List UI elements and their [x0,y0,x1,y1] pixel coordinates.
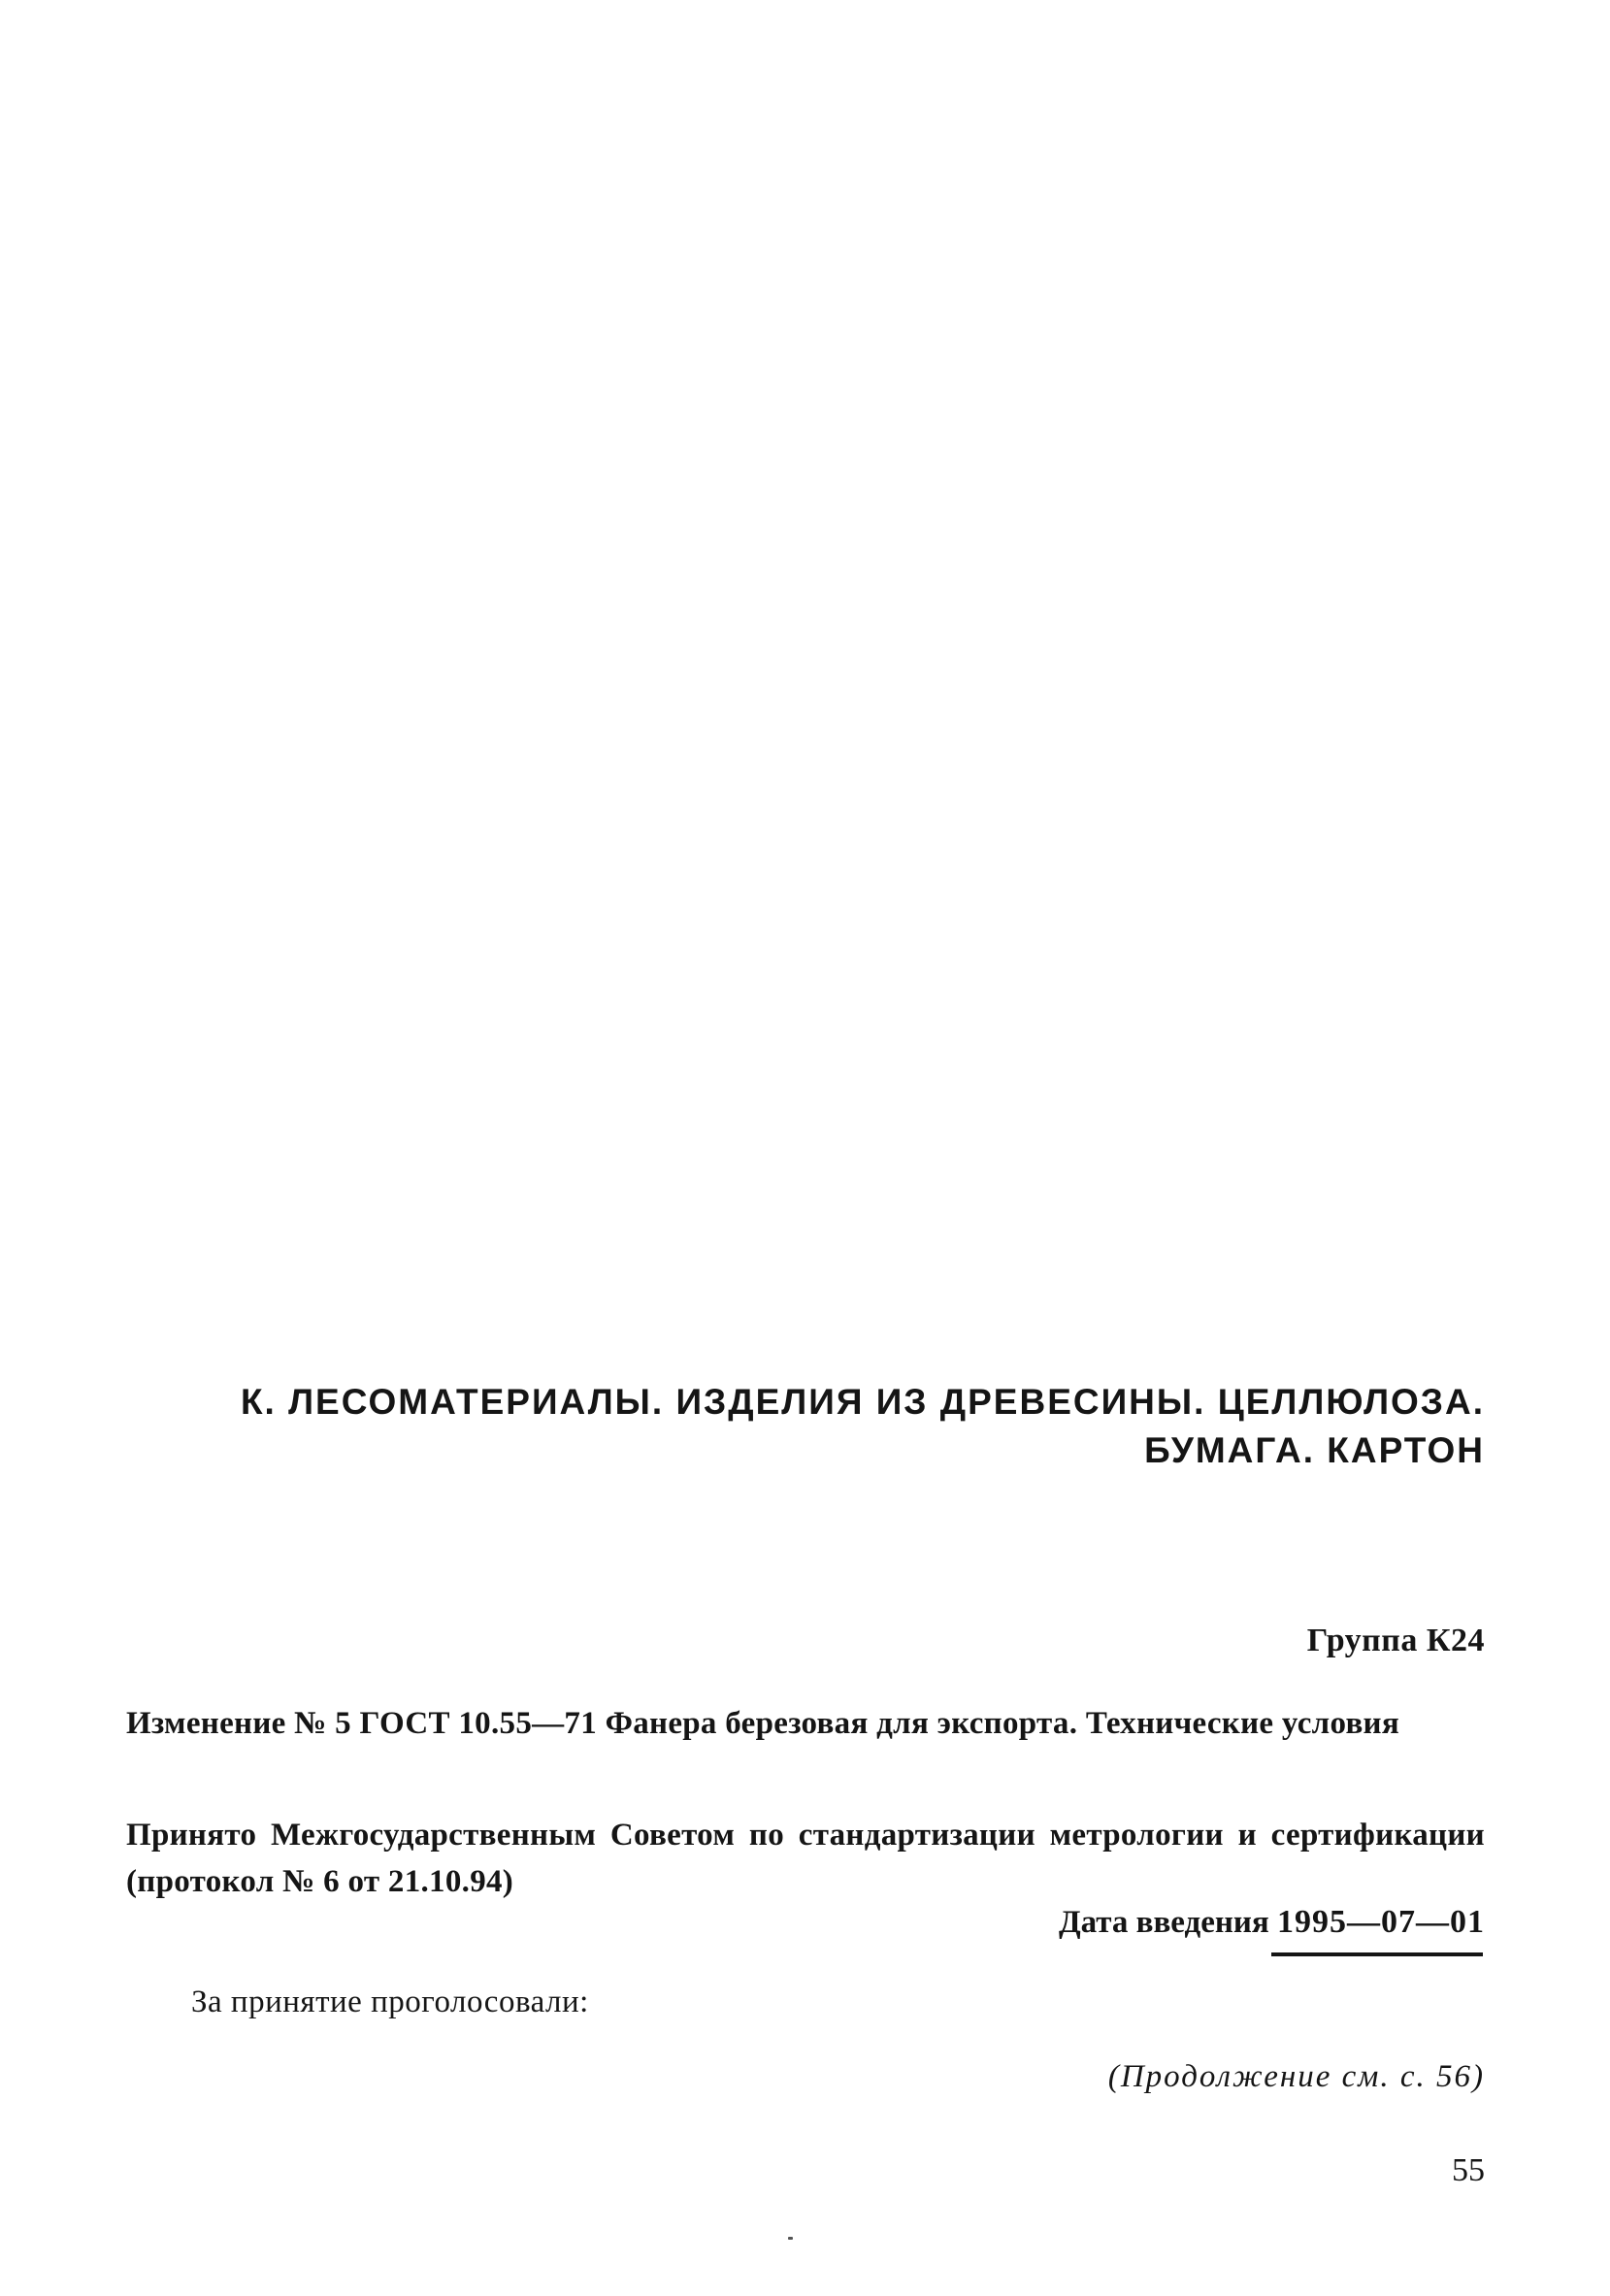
scan-speck [788,2237,793,2240]
date-underline [1271,1952,1483,1956]
intro-date-label: Дата введения [1058,1905,1269,1940]
intro-date-value: 1995—07—01 [1277,1904,1485,1940]
section-title-line-2: БУМАГА. КАРТОН [1144,1430,1485,1470]
adopted-paragraph: Принято Межгосударственным Советом по стандартизации метрологии и сертификации (протокол № 6 от 21.10.94) [126,1818,1485,1899]
amendment-paragraph: Изменение № 5 ГОСТ 10.55—71 Фанера березовая для экспорта. Технические условия [126,1706,1400,1741]
group-label: Группа К24 [1306,1623,1485,1658]
voted-label: За принятие проголосовали: [191,1984,589,2019]
section-title-line-1: К. ЛЕСОМАТЕРИАЛЫ. ИЗДЕЛИЯ ИЗ ДРЕВЕСИНЫ. ЦЕЛЛЮЛОЗА. [240,1382,1485,1422]
page-number: 55 [1452,2152,1485,2188]
intro-date [873,1904,1485,1941]
continuation-note: (Продолжение см. с. 56) [1107,2059,1485,2094]
